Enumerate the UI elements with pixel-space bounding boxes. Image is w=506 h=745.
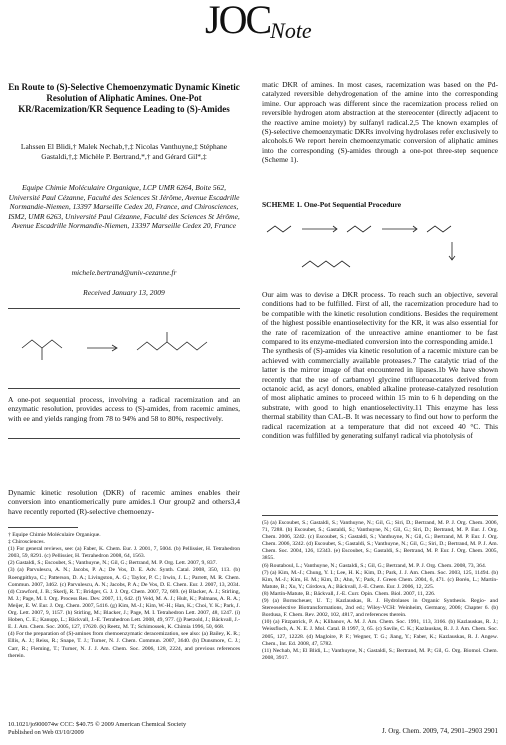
intermediate-2-structure [427, 226, 451, 232]
author-list: Lahssen El Blidi,† Malek Nechab,†,‡ Nicolas Vanthuyne,‡ Stéphane Gastaldi,†,‡ Michèle P. Bertrand,*,† and Gérard Gil*,‡ [20, 142, 228, 161]
intro-paragraph: Dynamic kinetic resolution (DKR) of racemic amines enables their conversion into enantiomerically pure amides.1 Our group2 and others3,4 have recently reported (R)-selective chemoenzy- [8, 488, 240, 516]
footnote-rule-left [8, 527, 78, 528]
racemic-amine-chain [22, 340, 62, 348]
affiliations: Equipe Chimie Moléculaire Organique, LCP UMR 6264, Boite 562, Université Paul Cézanne, Faculté des Sciences St Jérôme, Avenue Escadrille Normandie-Niemen, 13397 Marseille Cedex 20, France, and Chirosciences, ISM2, UMR 6263, Université Paul Cézanne, Faculté des Sciences St Jérôme, Avenue Escadrille Normandie-Niemen, 13397 Marseille Cedex 20, France [8, 183, 240, 230]
right-paragraph-2: Our aim was to devise a DKR process. To reach such an objective, several conditions had to be fulfilled. First of all, the racemization procedure had to be compatible with the kinetic resolution conditions. Besides the requirement of the highest possible enantioselectivity for the KR, it was also essential for the rate of racemization of the unreactive amine enantiomer to be fast compared to its enzyme-mediated conversion into the corresponding amide.1 The synthesis of (S)-amides via kinetic resolution of a racemic mixture can be achieved with commercially available proteases.7 The catalytic triad of the latter is the mirror image of that encountered in lipases.1b We have shown recently that the use of carbamoyl glycine trifluoroacetates derived from octanoic acid, as acyl donors, enabled alkaline protease-catalyzed resolution of most aliphatic amines to proceed within 15 min to 6 h depending on the substrate, with good to high enantioselectivity.11 This enzyme has less thermal stability than CAL-B. It was necessary to find out how to perform the radical racemization at a temperature that did not exceed 40 °C. This condition was fulfilled by generating sulfanyl radical via photolysis of [262, 290, 498, 441]
abstract-end-rule [8, 438, 240, 439]
logo-joc: JOC [205, 0, 271, 42]
abstract-graphic [12, 318, 237, 380]
intermediate-structure [347, 226, 371, 232]
abstract-bottom-rule [8, 388, 240, 389]
product-amide-structure [302, 261, 350, 267]
amide-chain [137, 342, 207, 350]
footnotes-right: (5) (a) Escoubet, S.; Gastaldi, S.; Vanthuyne, N.; Gil, G.; Siri, D.; Bertrand, M. P. J. Org. Chem. 2006, 71, 7288. (b) Escoubet, S.; Gastaldi, S.; Vanthuyne, N.; Gil, G.; Siri, D.; Bertrand, M. P. Eur. J. Org. Chem. 2006, 3242. (c) Escoubet, S.; Gastaldi, S.; Vanthuyne, N.; Gil, G.; Bertrand, M. P. Eur. J. Org. Chem. 2006, 3242. (d) Escoubet, S.; Gastaldi, S.; Vanthuyne, N.; Gil, G.; Siri, D.; Bertrand, M. P. J. Am. Chem. Soc. 2004, 126, 12343. (e) Escoubet, S.; Gastaldi, S.; Bertrand, M. P. Eur. J. Org. Chem. 2005, 3855. (6) Routaboul, L.; Vanthuyne, N.; Gastaldi, S.; Gil, G.; Bertrand, M. P. J. Org. Chem. 2008, 73, 364. (7) (a) Kim, M.-J.; Chung, Y. I.; Lee, H. K.; Kim, D.; Park, J. J. Am. Chem. Soc. 2003, 125, 11494. (b) Kim, M.-J.; Kim, H. M.; Kim, D.; Ahn, Y.; Park, J. Green Chem. 2004, 6, 471. (c) Borén, L.; Martín-Matute, B.; Xu, Y.; Córdova, A.; Bäckvall, J.-E. Chem. Eur. J. 2006, 12, 225. (8) Martín-Matute, B.; Bäckvall, J.-E. Curr. Opin. Chem. Biol. 2007, 11, 226. (9) (a) Bornscheuer, U. T.; Kazlauskas, R. J. Hydrolases in Organic Synthesis. Regio- and Stereoselective Biotransformations, 2nd ed.; Wiley-VCH: Weinheim, Germany, 2006; Chapter 6. (b) Bordusa, F. Chem. Rev. 2002, 102, 4817, and references therein. (10) (a) Fitzpatrick, P. A.; Klibanov, A. M. J. Am. Chem. Soc. 1991, 113, 3166. (b) Kazlauskas, R. J.; Weissfloch, A. N. E. J. Mol. Catal. B 1997, 3, 65. (c) Savile, C. K.; Kazlauskas, R. J. J. Am. Chem. Soc. 2005, 127, 12228. (d) Magloire, P. F.; Wegner, T. G.; Jiang, Y.; Faber, K.; Kazlauskas, R. J. Angew. Chem., Int. Ed. 2008, 47, 5782. (11) Nechab, M.; El Blidi, L.; Vanthuyne, N.; Gastaldi, S.; Bertrand, M. P.; Gil, G. Org. Biomol. Chem. 2008, 3917. [262, 520, 498, 661]
paper-title: En Route to (S)-Selective Chemoenzymatic Dynamic Kinetic Resolution of Aliphatic Amines. One-Pot KR/Racemization/KR Sequence Leading to (S)-Amides [8, 82, 240, 114]
journal-logo [205, 0, 312, 44]
substrate-structure [267, 226, 291, 232]
journal-citation-footer: J. Org. Chem. 2009, 74, 2901–2903 2901 [382, 727, 498, 735]
scheme-1-graphic [262, 212, 498, 274]
right-paragraph-1: matic DKR of amines. In most cases, racemization was based on the Pd-catalyzed reversible dehydrogenation of the amine into the corresponding imine. Our approach was different since the racemization process relied on reversible hydrogen atom abstraction at the stereocenter (directly adjacent to the reactive amine moiety) by sulfanyl radical.2,5 The known examples of (S)-selective chemoenzymatic DKRs involving hydrolases refer exclusively to alcohols.6 We report herein chemoenzymatic conversion of aliphatic amines into the corresponding (S)-amides through a one-pot three-step sequence (Scheme 1). [262, 80, 498, 165]
doi-footer: 10.1021/jo900074w CCC: $40.75 © 2009 American Chemical Society Published on Web 03/10/2009 [8, 721, 187, 736]
footnote-rule-right [262, 515, 498, 516]
scheme-title: SCHEME 1. One-Pot Sequential Procedure [262, 200, 402, 209]
abstract-text: A one-pot sequential process, involving a radical racemization and an enzymatic resolution, provides access to (S)-amides, from racemic amines, with ee and yields ranging from 78 to 94% and 58 to 80%, respectively. [8, 395, 240, 423]
received-date: Received January 13, 2009 [83, 288, 165, 297]
footnotes-left: † Equipe Chimie Moléculaire Organique. ‡ Chirosciences. (1) For general reviews, see: (a) Faber, K. Chem. Eur. J. 2001, 7, 5004. (b) Pellissier, H. Tetrahedron 2003, 59, 8291. (c) Pellissier, H. Tetrahedron 2008, 64, 1563. (2) Gastaldi, S.; Escoubet, S.; Vanthuyne, N.; Gil, G.; Bertrand, M. P. Org. Lett. 2007, 9, 837. (3) (a) Parvulescu, A. N.; Jacobs, P. A.; De Vos, D. E. Adv. Synth. Catal. 2008, 350, 113. (b) Roengpithya, C.; Patterson, D. A.; Livingston, A. G.; Taylor, P. C.; Irwin, J. L.; Parrett, M. R. Chem. Commun. 2007, 3462. (c) Parvulescu, A. N.; Jacobs, P. A.; De Vos, D. E. Chem. Eur. J. 2007, 13, 2034. (d) Crawford, J. B.; Skerlj, R. T.; Bridger, G. J. J. Org. Chem. 2007, 72, 669. (e) Blacker, A. J.; Stirling, M. J.; Page, M. I. Org. Process Res. Dev. 2007, 11, 642. (f) Veld, M. A. J.; Hult, K.; Palmans, A. R. A.; Meijer, E. W. Eur. J. Org. Chem. 2007, 5416. (g) Kim, M.-J.; Kim, W.-H.; Han, K.; Choi, Y. K.; Park, J. Org. Lett. 2007, 9, 1157. (h) Stirling, M.; Blacker, J.; Page, M. I. Tetrahedron Lett. 2007, 48, 1247. (i) Hoben, C. E.; Kanupp, L.; Bäckvall, J.-E. Tetrahedron Lett. 2008, 49, 977. (j) Paetzold, J.; Bäckvall, J.-E. J. Am. Chem. Soc. 2005, 127, 17620. (k) Reetz, M. T.; Schimossek, K. Chimia 1996, 50, 668. (4) For the preparation of (S)-amines from chemoenzymatic deracemization, see also: (a) Bailey, K. R.; Ellis, A. J.; Reiss, R.; Snape, T. J.; Turner, N. J. Chem. Commun. 2007, 3640. (b) Dunsmore, C. J.; Carr, R.; Fleming, T.; Turner, N. J. J. Am. Chem. Soc. 2006, 128, 2224, and previous references therein. [8, 532, 240, 659]
corresponding-email[interactable]: michele.bertrand@univ-cezanne.fr [71, 268, 177, 277]
abstract-top-rule [8, 308, 240, 309]
logo-note: Note [270, 18, 312, 43]
